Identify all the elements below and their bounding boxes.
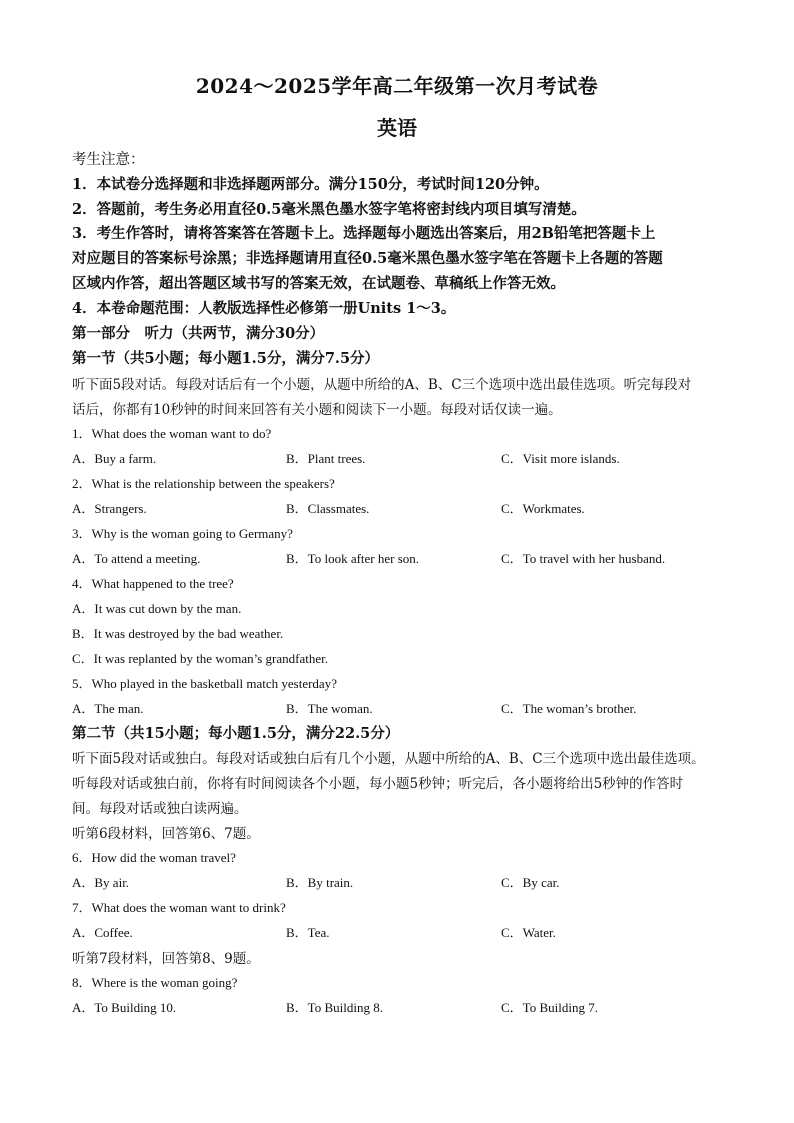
question-4-option-a: A．It was cut down by the man. — [72, 601, 242, 616]
question-6-stem: 6．How did the woman travel? — [72, 850, 236, 865]
notice-item-1: 1．本试卷分选择题和非选择题两部分。满分150分，考试时间120分钟。 — [72, 176, 549, 193]
section2-instructions-1: 听下面5段对话或独白。每段对话或独白后有几个小题，从题中所给的A、B、C三个选项中选出最佳选项。 — [72, 751, 705, 767]
question-2-option-c: C．Workmates. — [501, 501, 585, 516]
section2-instructions-2: 听每段对话或独白前，你将有时间阅读各个小题，每小题5秒钟；听完后，各小题将给出5秒钟的作答时 — [72, 776, 684, 792]
question-2-stem: 2．What is the relationship between the speakers? — [72, 476, 335, 491]
question-1-option-c: C．Visit more islands. — [501, 451, 620, 466]
question-8-stem: 8．Where is the woman going? — [72, 975, 238, 990]
material-6-label: 听第6段材料，回答第6、7题。 — [72, 826, 260, 842]
part1-heading: 第一部分 听力（共两节，满分30分） — [72, 325, 325, 342]
question-7-option-b: B．Tea. — [286, 925, 330, 940]
material-7-label: 听第7段材料，回答第8、9题。 — [72, 951, 260, 967]
question-2-option-b: B．Classmates. — [286, 501, 370, 516]
notice-item-3-end: 区域内作答，超出答题区域书写的答案无效，在试题卷、草稿纸上作答无效。 — [72, 275, 565, 292]
question-6-option-c: C．By car. — [501, 875, 560, 890]
section2-instructions-3: 间。每段对话或独白读两遍。 — [72, 801, 248, 817]
question-5-stem: 5．Who played in the basketball match yesterday? — [72, 676, 337, 691]
question-1-stem: 1．What does the woman want to do? — [72, 426, 272, 441]
exam-title: 2024～2025学年高二年级第一次月考试卷 — [195, 74, 599, 98]
section2-heading: 第二节（共15小题；每小题1.5分，满分22.5分） — [72, 725, 400, 742]
section1-heading: 第一节（共5小题；每小题1.5分，满分7.5分） — [72, 350, 380, 367]
question-6-option-b: B．By train. — [286, 875, 354, 890]
question-8-option-a: A．To Building 10. — [72, 1000, 177, 1015]
question-6-option-a: A．By air. — [72, 875, 130, 890]
question-5-option-b: B．The woman. — [286, 701, 373, 716]
question-2-option-a: A．Strangers. — [72, 501, 147, 516]
notice-item-4: 4．本卷命题范围：人教版选择性必修第一册Units 1～3。 — [72, 300, 456, 317]
section1-instructions-1: 听下面5段对话。每段对话后有一个小题，从题中所给的A、B、C三个选项中选出最佳选项。听完每段对 — [72, 377, 692, 393]
question-1-option-b: B．Plant trees. — [286, 451, 366, 466]
question-5-option-a: A．The man. — [72, 701, 144, 716]
question-4-option-b: B．It was destroyed by the bad weather. — [72, 626, 284, 641]
notice-heading: 考生注意： — [72, 152, 145, 168]
question-7-option-c: C．Water. — [501, 925, 556, 940]
question-3-option-b: B．To look after her son. — [286, 551, 420, 566]
question-8-option-c: C．To Building 7. — [501, 1000, 598, 1015]
question-4-option-c: C．It was replanted by the woman’s grandfather. — [72, 651, 328, 666]
question-8-option-b: B．To Building 8. — [286, 1000, 383, 1015]
subject-title: 英语 — [377, 116, 417, 140]
question-3-option-c: C．To travel with her husband. — [501, 551, 666, 566]
question-3-stem: 3．Why is the woman going to Germany? — [72, 526, 293, 541]
notice-item-3: 3．考生作答时，请将答案答在答题卡上。选择题每小题选出答案后，用2B铅笔把答题卡上 — [72, 225, 656, 242]
notice-item-3-cont: 对应题目的答案标号涂黑；非选择题请用直径0.5毫米黑色墨水签字笔在答题卡上各题的答题 — [72, 250, 663, 267]
question-7-option-a: A．Coffee. — [72, 925, 133, 940]
question-4-stem: 4．What happened to the tree? — [72, 576, 234, 591]
question-3-option-a: A．To attend a meeting. — [72, 551, 201, 566]
notice-item-2: 2．答题前，考生务必用直径0.5毫米黑色墨水签字笔将密封线内项目填写清楚。 — [72, 201, 586, 218]
question-1-option-a: A．Buy a farm. — [72, 451, 157, 466]
question-7-stem: 7．What does the woman want to drink? — [72, 900, 286, 915]
section1-instructions-2: 话后，你都有10秒钟的时间来回答有关小题和阅读下一小题。每段对话仅读一遍。 — [72, 402, 562, 418]
question-5-option-c: C．The woman’s brother. — [501, 701, 637, 716]
